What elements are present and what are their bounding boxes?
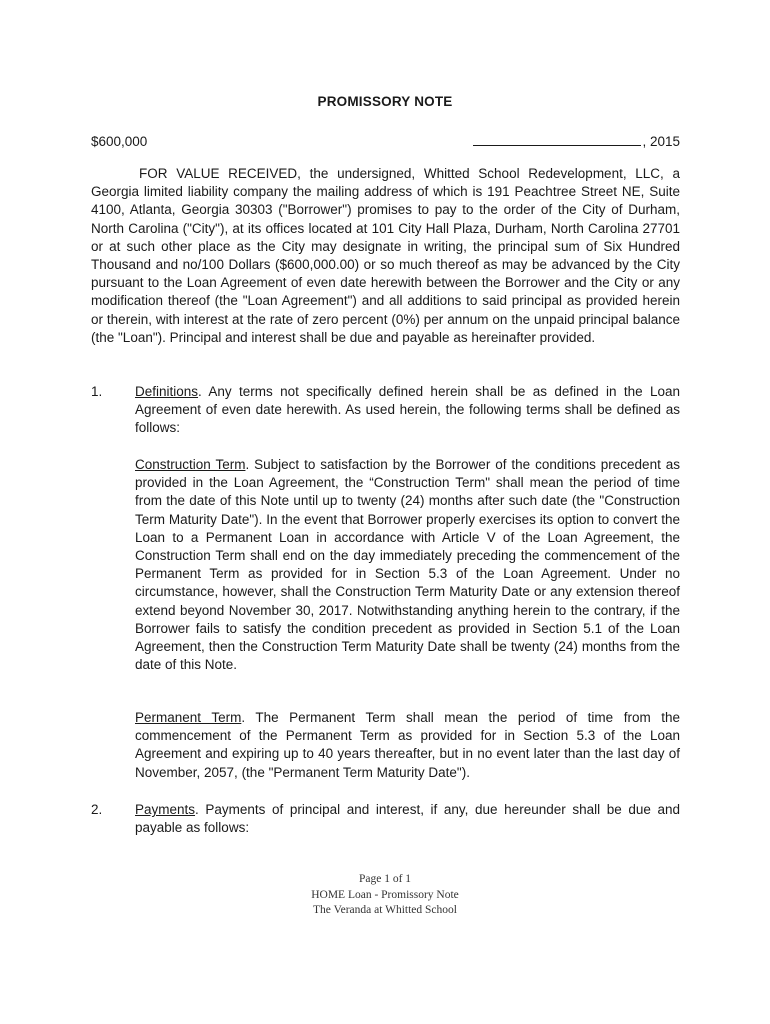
definition-body bbox=[135, 456, 680, 674]
definition-text: . The Permanent Term shall mean the period of time from the commencement of the Permanent Term as provided for in Section 5.3 of the Loan Agreement and expiring up to 40 years thereafter, but in no event later than the last day of November, 2057, (the "Permanent Term Maturity Date"). bbox=[135, 710, 680, 780]
definition-body bbox=[135, 709, 680, 782]
page-number: Page 1 of 1 bbox=[358, 873, 412, 885]
footer-project-name: The Veranda at Whitted School bbox=[313, 904, 457, 916]
section-heading: Definitions bbox=[135, 384, 199, 399]
section-heading: Payments bbox=[135, 802, 196, 817]
date-year: , 2015 bbox=[642, 134, 680, 149]
section-text: . Any terms not specifically defined herein shall be as defined in the Loan Agreement of even date herewith. As used herein, the following terms shall be defined as follows: bbox=[135, 384, 680, 436]
document-title: PROMISSORY NOTE bbox=[317, 94, 453, 109]
page-footer bbox=[0, 872, 770, 919]
section-body bbox=[135, 383, 680, 438]
principal-amount: $600,000 bbox=[91, 134, 148, 149]
section-number: 2. bbox=[91, 802, 103, 817]
section-body bbox=[135, 801, 680, 837]
date-field bbox=[473, 132, 680, 149]
definition-text: . Subject to satisfaction by the Borrower of the conditions precedent as provided in the Loan Agreement, the “Construction Term" shall mean the period of time from the date of this Note until up to twenty (24) months after such date (the "Construction Term Maturity Date"). In the event that Borrower properly exercises its option to convert the Loan to a Permanent Loan in accordance with Article V of the Loan Agreement, the Construction Term shall end on the day immediately preceding the commencement of the Permanent Term as provided for in Section 5.3 of the Loan Agreement. Under no circumstance, however, shall the Construction Term Maturity Date or any extension thereof extend beyond November 30, 2017. Notwithstanding anything herein to the contrary, if the Borrower fails to satisfy the condition precedent as provided in Section 5.1 of the Loan Agreement, then the Construction Term Maturity Date shall be twenty (24) months from the date of this Note. bbox=[135, 457, 680, 673]
section-number: 1. bbox=[91, 384, 103, 399]
section-text: . Payments of principal and interest, if any, due hereunder shall be due and payable as follows: bbox=[135, 802, 680, 836]
definition-heading: Permanent Term bbox=[135, 710, 242, 725]
amount-date-line bbox=[91, 132, 680, 149]
date-blank-line bbox=[473, 132, 641, 146]
footer-document-name: HOME Loan - Promissory Note bbox=[311, 888, 459, 901]
intro-paragraph: FOR VALUE RECEIVED, the undersigned, Whitted School Redevelopment, LLC, a Georgia limited liability company the mailing address of which is 191 Peachtree Street NE, Suite 4100, Atlanta, Georgia 30303 ("Borrower") promises to pay to the order of the City of Durham, North Carolina ("City"), at its offices located at 101 City Hall Plaza, Durham, North Carolina 27701 or at such other place as the City may designate in writing, the principal sum of Six Hundred Thousand and no/100 Dollars ($600,000.00) or so much thereof as may be advanced by the City pursuant to the Loan Agreement of even date herewith between the Borrower and the City or any modification thereof (the "Loan Agreement") and all additions to said principal as provided herein or therein, with interest at the rate of zero percent (0%) per annum on the unpaid principal balance (the "Loan"). Principal and interest shall be due and payable as hereinafter provided. bbox=[91, 166, 680, 345]
definition-heading: Construction Term bbox=[135, 457, 246, 472]
